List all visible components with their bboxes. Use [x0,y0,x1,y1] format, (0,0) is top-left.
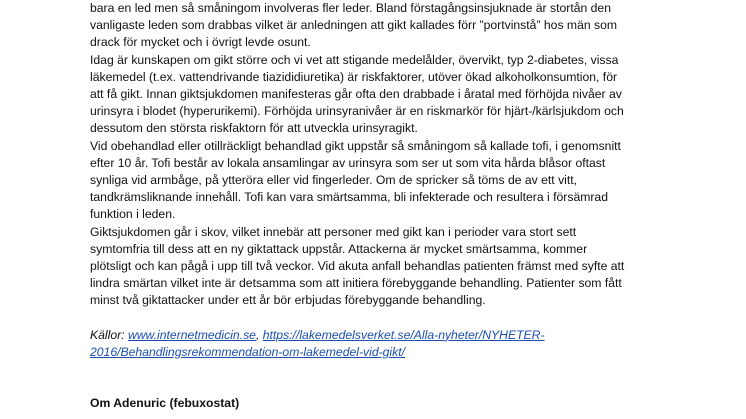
body-line: funktion i leden. [90,207,176,222]
body-line: Giktsjukdomen går i skov, vilket innebär att personer med gikt kan i perioder vara stort sett [90,224,577,239]
body-line: tandkrämsliknande innehåll. Tofi kan vara smärtsamma, bli infekterade och resultera i försämrad [90,190,608,205]
body-line: vanligaste leden som drabbas vilket är anledningen att gikt kallades förr ”portvinstå” hos män som [90,18,618,33]
body-line: dessutom den största riskfaktorn för att utveckla urinsyragikt. [90,121,418,136]
sources-line-1 [90,327,690,344]
body-line: drack för mycket och i övrigt levde osunt. [90,35,311,50]
body-line: Idag är kunskapen om gikt större och vi vet att stigande medelålder, övervikt, typ 2-diabetes, vissa [90,52,619,67]
sources-line-2 [90,344,690,361]
sources-label: Källor: [90,327,128,342]
source-link-internetmedicin[interactable]: www.internetmedicin.se [127,327,256,342]
body-text [90,0,690,310]
document-content [90,0,690,412]
sources-separator: , [255,327,263,342]
source-link-lakemedelsverket-part1[interactable]: https://lakemedelsverket.se/Alla-nyheter/NYHETER- [262,327,545,342]
body-line: minst två giktattacker under ett år bör erbjudas förebyggande behandling. [90,293,486,308]
body-line: bara en led men så småningom involveras fler leder. Bland förstagångsinsjuknade är stortån den [90,1,611,15]
body-line: plötsligt och kan pågå i upp till två veckor. Vid akuta anfall behandlas patienten främst med syfte att [90,259,625,274]
source-link-lakemedelsverket-part2[interactable]: 2016/Behandlingsrekommendation-om-lakemedel-vid-gikt/ [90,344,406,359]
body-line: efter 10 år. Tofi består av lokala ansamlingar av urinsyra som ser ut som vita hårda blåsor oftast [90,155,606,170]
sources-block [90,327,690,361]
body-line: urinsyra i blodet (hyperurikemi). Förhöjda urinsyranivåer är en riskmarkör för hjärt-/kärlsjukdom och [90,104,624,119]
body-line: att få gikt. Innan giktsjukdomen manifesteras går ofta den drabbade i åratal med förhöjda nivåer av [90,87,622,102]
section-heading: Om Adenuric (febuxostat) [90,396,240,411]
body-line: synliga vid armbåge, på ytteröra eller vid fingerleder. Om de spricker så töms de av ett vitt, [90,173,578,188]
body-line: lindra smärtan vilket inte är detsamma som att initiera förebyggande behandling. Patienter som fått [90,276,622,291]
body-line: symtomfria till dess att en ny giktattack uppstår. Attackerna är mycket smärtsamma, kommer [90,241,588,256]
body-line: Vid obehandlad eller otillräckligt behandlad gikt uppstår så småningom så kallade tofi, i genomsnitt [90,138,621,153]
body-line: läkemedel (t.ex. vattendrivande tiazididiuretika) är riskfaktorer, utöver ökad alkoholkonsumtion, för [90,69,618,84]
